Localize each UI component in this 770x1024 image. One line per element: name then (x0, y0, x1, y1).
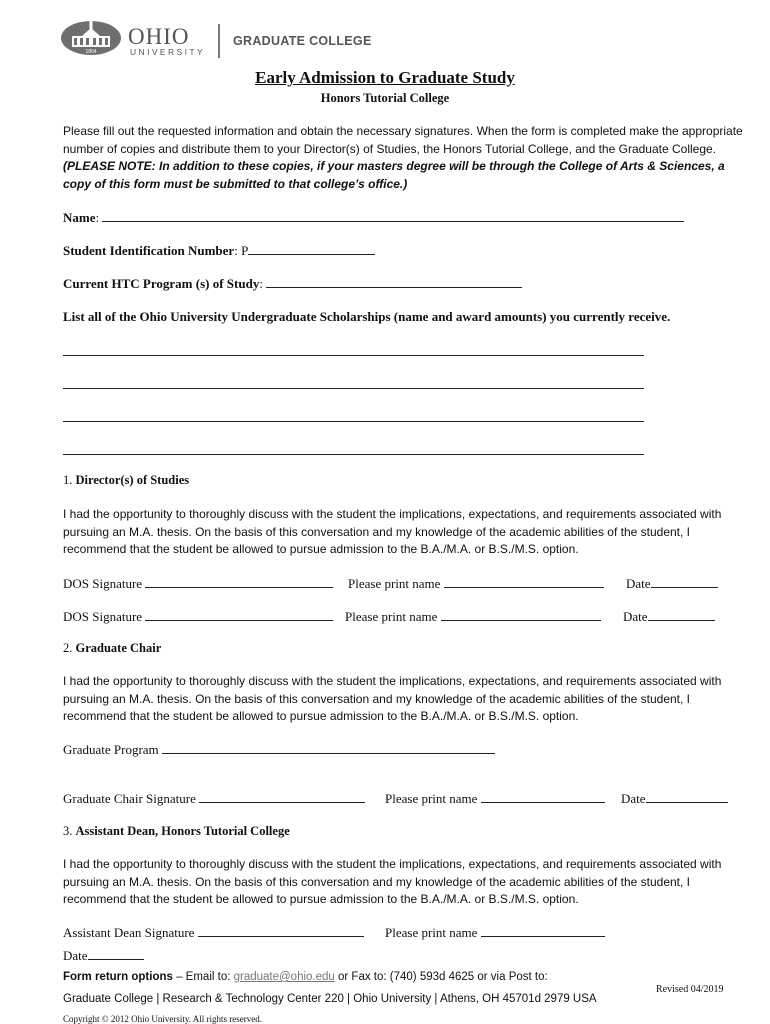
section-3-text: I had the opportunity to thoroughly discuss with the student the implications, expectations, and requirements associated with pursuing an M.A. thesis. On the basis of this conversation and my knowledge of the academic abilities of the student, I recommend that the student be allowed to pursue admission to the B.A./M.A. or B.S./M.S. option. (63, 857, 722, 906)
section-2-number: 2. (63, 641, 73, 655)
section-1-heading (63, 473, 189, 488)
dean-print-label: Please print name (385, 925, 478, 940)
dos-date-label-2: Date (623, 609, 648, 624)
scholarship-line-1[interactable] (63, 355, 644, 356)
section-2-text: I had the opportunity to thoroughly discuss with the student the implications, expectations, and requirements associated with pursuing an M.A. thesis. On the basis of this conversation and my knowledge of the academic abilities of the student, I recommend that the student be allowed to pursue admission to the B.A./M.A. or B.S./M.S. option. (63, 674, 722, 723)
graduate-program-row (63, 742, 495, 758)
section-2-heading (63, 641, 161, 656)
chair-signature-row (63, 791, 365, 807)
scholarships-row (63, 309, 670, 325)
chair-signature-label: Graduate Chair Signature (63, 791, 196, 806)
logo-divider (218, 24, 220, 58)
dos-date-field-2[interactable] (648, 609, 715, 621)
college-name: GRADUATE COLLEGE (233, 34, 372, 48)
section-3-title: Assistant Dean, Honors Tutorial College (75, 824, 290, 838)
dos-date-row-2 (623, 609, 715, 625)
chair-print-field[interactable] (481, 791, 605, 803)
dean-date-field[interactable] (88, 948, 144, 960)
section-3-number: 3. (63, 824, 73, 838)
ohio-university-seal-logo (60, 18, 122, 56)
revised-date: Revised 04/2019 (656, 984, 724, 995)
dean-signature-row (63, 925, 364, 941)
dos-signature-field-2[interactable] (145, 609, 333, 621)
section-3-heading (63, 824, 290, 839)
intro-note: (PLEASE NOTE: In addition to these copies, if your masters degree will be through the College of Arts & Sciences, a copy of this form must be submitted to that college’s office.) (63, 159, 725, 191)
scholarship-line-4[interactable] (63, 454, 644, 455)
chair-signature-field[interactable] (199, 791, 365, 803)
section-1-number: 1. (63, 473, 73, 487)
program-label: Current HTC Program (s) of Study (63, 276, 260, 291)
graduate-program-field[interactable] (162, 742, 495, 754)
sid-row: Student Identification Number: P (63, 243, 375, 259)
scholarship-line-2[interactable] (63, 388, 644, 389)
dos-print-field-2[interactable] (441, 609, 601, 621)
dos-date-field-1[interactable] (651, 576, 718, 588)
dos-print-field-1[interactable] (444, 576, 604, 588)
logo-wordmark: OHIO (128, 24, 190, 49)
return-text-fax: or Fax to: (740) 593d 4625 or via Post to: (334, 971, 548, 983)
chair-print-label: Please print name (385, 791, 478, 806)
intro-paragraph (63, 123, 743, 193)
dos-signature-label: DOS Signature (63, 576, 143, 591)
dean-date-row (63, 948, 144, 964)
dos-print-row-2 (345, 609, 601, 625)
mailing-address: Graduate College | Research & Technology Center 220 | Ohio University | Athens, OH 45701d 2979 USA (63, 993, 597, 1005)
program-row: Current HTC Program (s) of Study: (63, 276, 522, 292)
dos-date-label: Date (626, 576, 651, 591)
dos-signature-row-1 (63, 576, 333, 592)
chair-date-row (621, 791, 728, 807)
section-1-title: Director(s) of Studies (75, 473, 190, 487)
name-label: Name (63, 210, 96, 225)
return-label: Form return options (63, 971, 173, 983)
dos-signature-label-2: DOS Signature (63, 609, 143, 624)
svg-text:1804: 1804 (85, 49, 97, 55)
name-field[interactable] (102, 210, 684, 222)
sid-label: Student Identification Number (63, 243, 235, 258)
chair-print-row (385, 791, 605, 807)
dean-signature-label: Assistant Dean Signature (63, 925, 195, 940)
dean-print-row (385, 925, 605, 941)
dos-print-label: Please print name (348, 576, 441, 591)
dos-date-row-1 (626, 576, 718, 592)
dean-print-field[interactable] (481, 925, 605, 937)
section-1-text: I had the opportunity to thoroughly discuss with the student the implications, expectations, and requirements associated with pursuing an M.A. thesis. On the basis of this conversation and my knowledge of the academic abilities of the student, I recommend that the student be allowed to pursue admission to the B.A./M.A. or B.S./M.S. option. (63, 507, 722, 556)
intro-text: Please fill out the requested information and obtain the necessary signatures. When the form is completed make the appropriate number of copies and distribute them to your Director(s) of Studies, the Honors Tutorial College, and the Graduate College. (63, 124, 743, 156)
graduate-program-label: Graduate Program (63, 742, 159, 757)
return-text-email: – Email to: (172, 971, 234, 983)
section-2-title: Graduate Chair (75, 641, 162, 655)
form-title: Early Admission to Graduate Study (255, 68, 515, 87)
sid-field[interactable] (248, 243, 375, 255)
dos-signature-row-2 (63, 609, 333, 625)
email-link[interactable]: graduate@ohio.edu (233, 971, 335, 983)
dean-signature-field[interactable] (198, 925, 364, 937)
sid-prefix: P (241, 243, 249, 258)
form-subtitle: Honors Tutorial College (320, 91, 450, 105)
scholarships-label: List all of the Ohio University Undergraduate Scholarships (name and award amounts) you currently receive. (63, 309, 671, 324)
scholarship-line-3[interactable] (63, 421, 644, 422)
dos-signature-field-1[interactable] (145, 576, 333, 588)
dean-date-label: Date (63, 948, 88, 963)
name-row: Name: (63, 210, 684, 226)
chair-date-label: Date (621, 791, 646, 806)
program-field[interactable] (266, 276, 522, 288)
dos-print-row-1 (348, 576, 604, 592)
dos-print-label-2: Please print name (345, 609, 438, 624)
form-return-options (63, 971, 548, 983)
copyright: Copyright © 2012 Ohio University. All rights reserved. (63, 1014, 262, 1024)
chair-date-field[interactable] (646, 791, 728, 803)
logo-subtext: UNIVERSITY (130, 47, 206, 57)
